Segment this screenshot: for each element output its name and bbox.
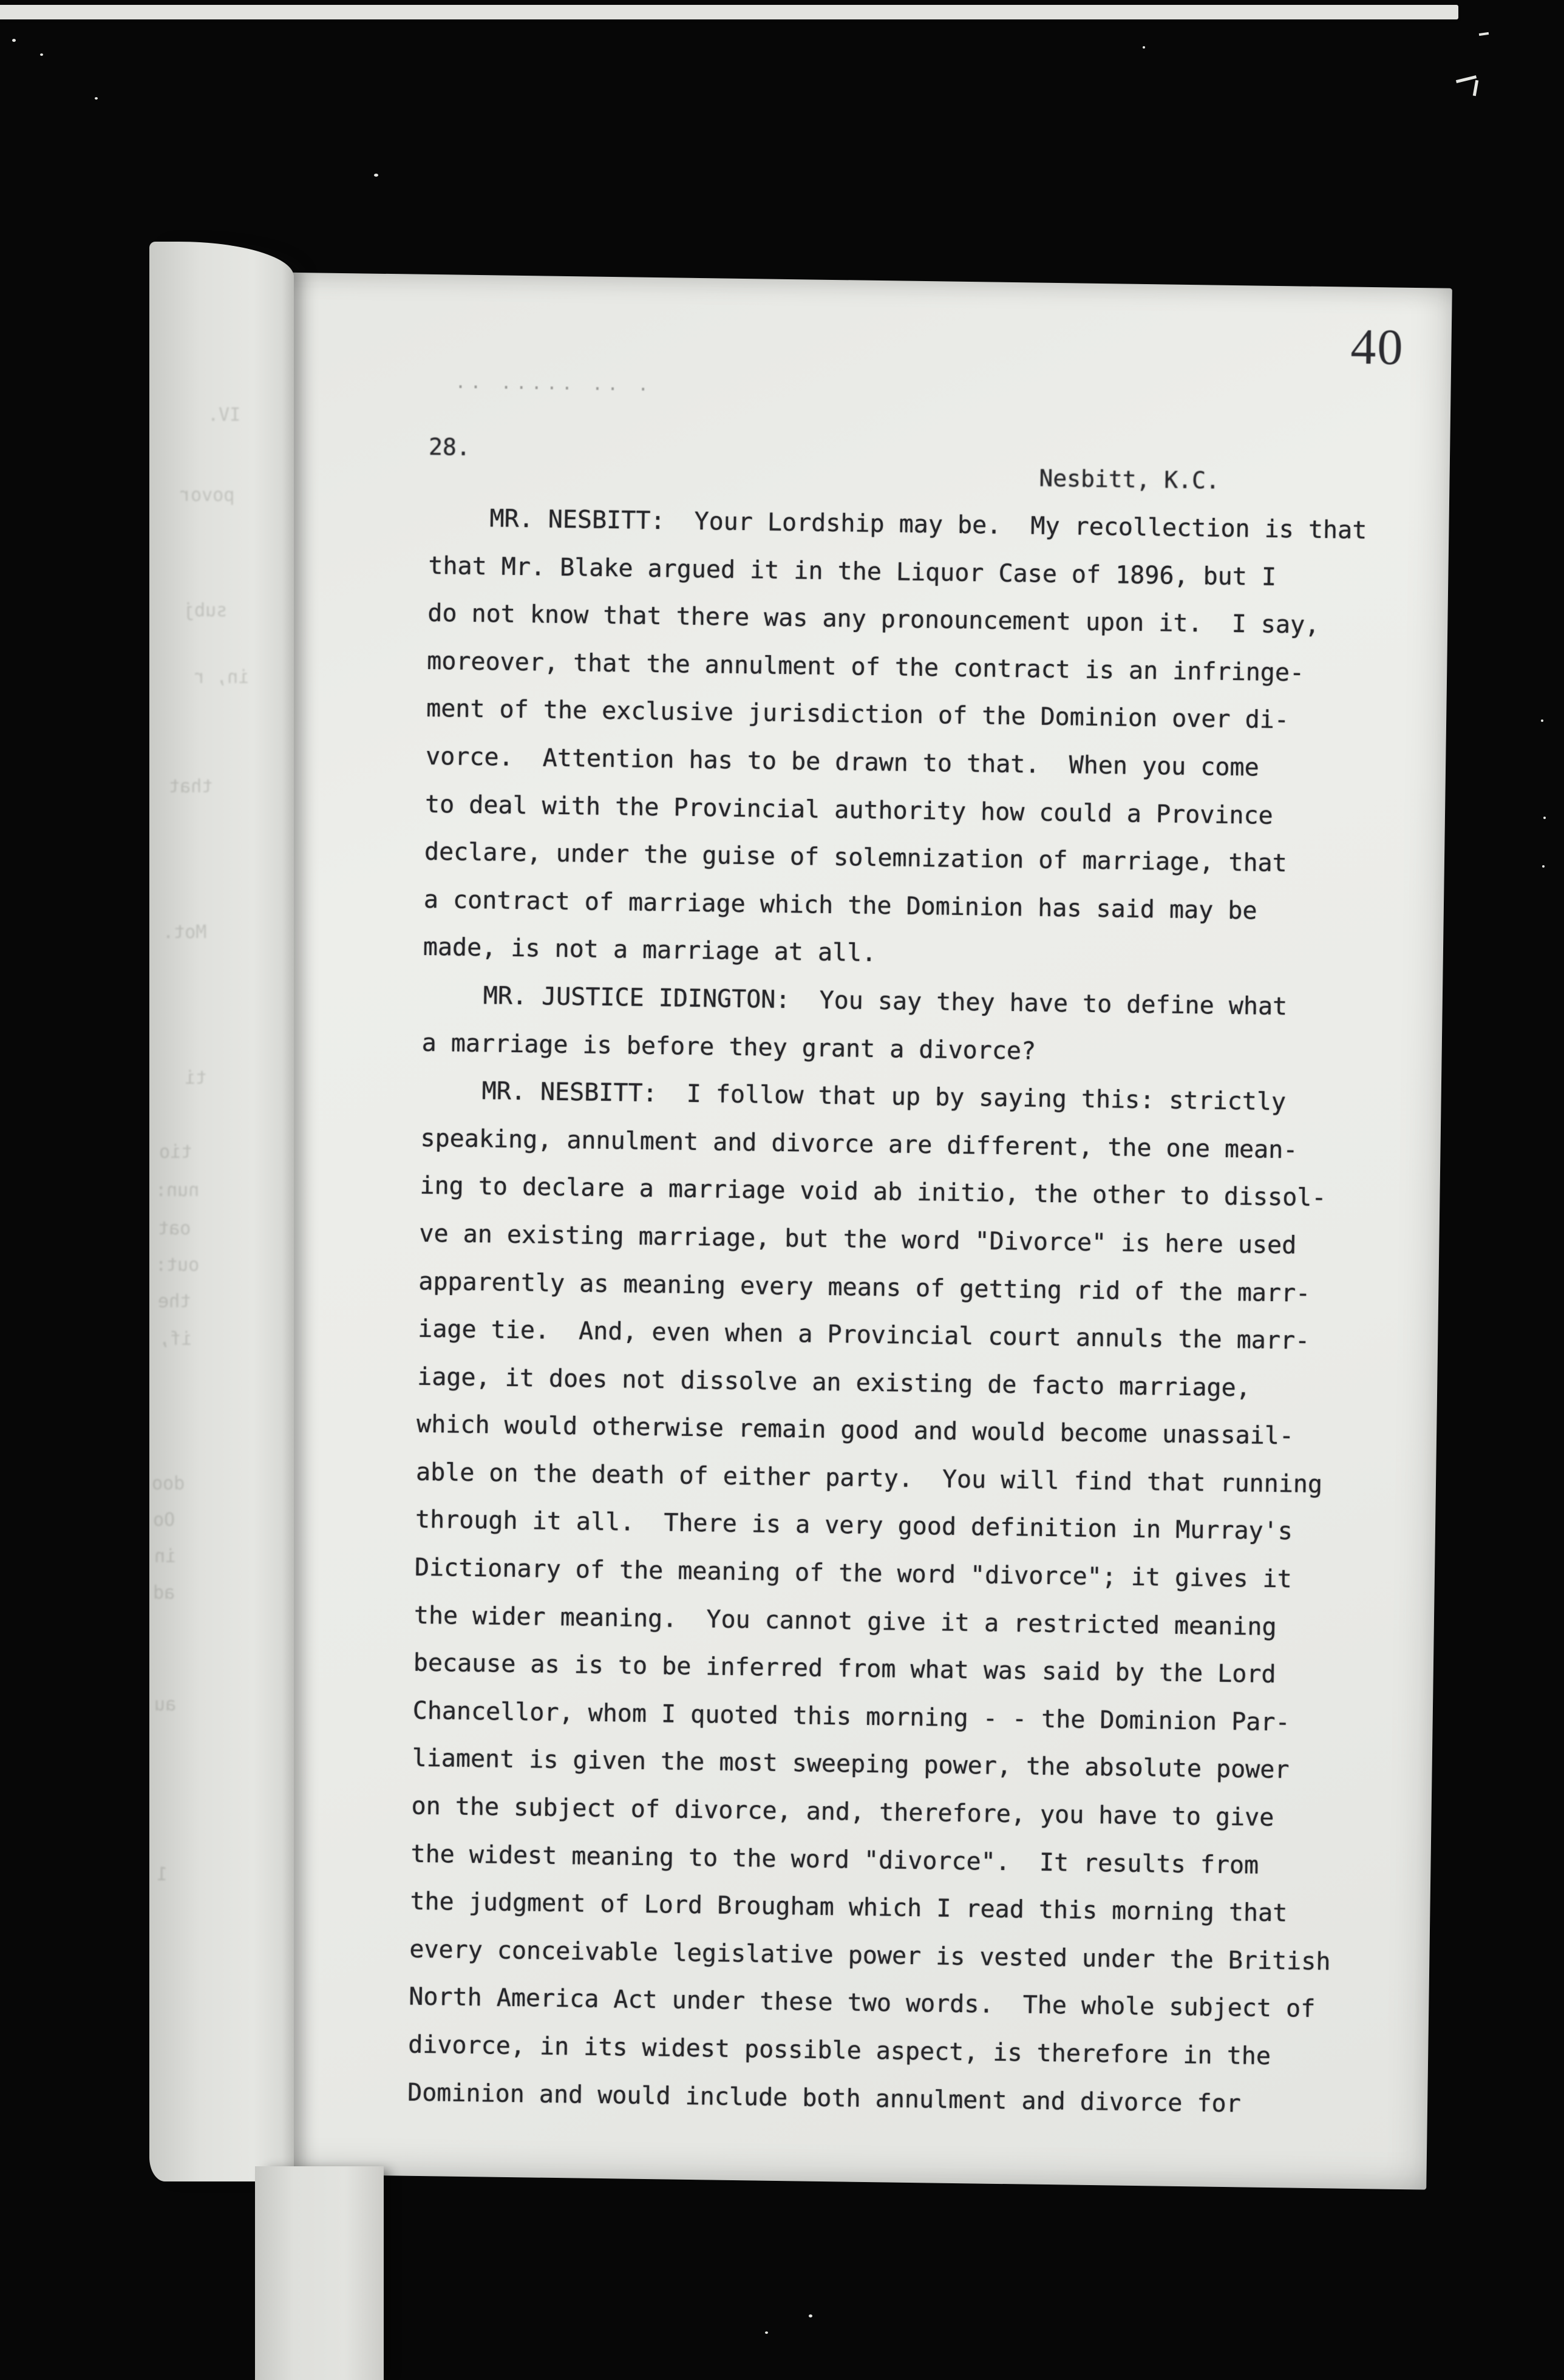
ghost-fragment: out: — [155, 1254, 200, 1276]
page-curl-edge — [149, 242, 294, 2181]
ghost-fragment: that — [169, 776, 213, 797]
body-line: Chancellor, whom I quoted this morning - - the Dominion Par- — [412, 1696, 1290, 1737]
body-line: Dictionary of the meaning of the word "divorce"; it gives it — [414, 1553, 1293, 1594]
body-line: declare, under the guise of solemnization of marriage, that — [424, 838, 1288, 878]
ghost-fragment: the — [158, 1291, 191, 1312]
body-line: do not know that there was any pronouncement upon it. I say, — [427, 599, 1320, 640]
top-sheet-edge — [0, 5, 1458, 19]
ghost-fragment: ad — [153, 1582, 175, 1603]
scratch-mark — [1479, 32, 1489, 36]
body-line: speaking, annulment and divorce are different, the one mean- — [420, 1124, 1298, 1164]
ghost-fragment: in — [154, 1546, 177, 1567]
body-line: the judgment of Lord Brougham which I read this morning that — [410, 1887, 1288, 1928]
body-line: the widest meaning to the word "divorce". It results from — [410, 1840, 1259, 1880]
ghost-fragment: Mot. — [163, 922, 207, 943]
dust-speck — [374, 174, 378, 177]
body-line: every conceivable legislative power is vested under the British — [409, 1935, 1331, 1976]
body-line: to deal with the Provincial authority how could a Province — [424, 790, 1274, 830]
ghost-fragment: 1 — [157, 1864, 168, 1885]
ghost-fragment: povor — [180, 484, 235, 506]
body-line: that Mr. Blake argued it in the Liquor Case of 1896, but I — [428, 551, 1277, 591]
body-line: MR. NESBITT: Your Lordship may be. My recollection is that — [489, 505, 1367, 545]
ghost-fragment: IV. — [208, 404, 241, 426]
body-line: because as is to be inferred from what was said by the Lord — [413, 1649, 1276, 1689]
dust-speck — [1541, 719, 1543, 722]
body-line: Dominion and would include both annulment and divorce for — [407, 2078, 1242, 2118]
ghost-fragment: Oo — [153, 1509, 175, 1531]
dust-speck — [1543, 817, 1546, 819]
body-line: divorce, in its widest possible aspect, is therefore in the — [407, 2030, 1271, 2071]
transcript-body — [407, 494, 1413, 2130]
body-line: iage, it does not dissolve an existing de facto marriage, — [416, 1362, 1251, 1402]
ghost-fragment: tio — [159, 1141, 192, 1163]
body-line: ing to declare a marriage void ab initio, the other to dissol- — [420, 1172, 1327, 1212]
bottom-sheet-edge — [255, 2166, 384, 2380]
body-line: iage tie. And, even when a Provincial court annuls the marr- — [418, 1314, 1310, 1355]
scratch-mark — [1473, 80, 1478, 96]
body-line: MR. NESBITT: I follow that up by saying this: strictly — [481, 1077, 1287, 1117]
scratch-mark — [1456, 75, 1477, 83]
body-line: ve an existing marriage, but the word "Divorce" is here used — [419, 1219, 1297, 1260]
body-line: which would otherwise remain good and would become unassail- — [416, 1410, 1294, 1450]
pencil-scribble: ·· ····· ·· · — [455, 376, 653, 401]
body-line: North America Act under these two words. The whole subject of — [409, 1983, 1316, 2024]
ghost-fragment: nun: — [155, 1180, 200, 1201]
transcript-page-ref: 28. — [428, 433, 471, 461]
body-line: ment of the exclusive jurisdiction of the Dominion over di- — [426, 695, 1290, 735]
ghost-fragment: if, — [159, 1328, 192, 1350]
ghost-fragment: doo — [152, 1473, 185, 1494]
dust-speck — [809, 2314, 812, 2317]
dust-speck — [95, 97, 98, 100]
body-line: able on the death of either party. You will find that running — [415, 1458, 1323, 1498]
ghost-fragment: ti — [185, 1067, 207, 1089]
body-line: made, is not a marriage at all. — [423, 933, 877, 968]
ghost-fragment: au — [154, 1694, 177, 1715]
speaker-header: Nesbitt, K.C. — [1039, 464, 1220, 494]
ghost-fragment: subj — [183, 600, 228, 621]
body-line: MR. JUSTICE IDINGTON: You say they have to define what — [483, 982, 1288, 1021]
dust-speck — [40, 53, 43, 56]
page-number: 40 — [1350, 318, 1405, 376]
body-line: vorce. Attention has to be drawn to that. When you come — [425, 742, 1260, 782]
dust-speck — [1143, 46, 1145, 49]
dust-speck — [12, 39, 16, 42]
body-line: a marriage is before they grant a divorce? — [421, 1028, 1036, 1066]
body-line: moreover, that the annulment of the contract is an infringe- — [426, 647, 1305, 687]
body-line: a contract of marriage which the Dominion has said may be — [423, 885, 1257, 925]
body-line: through it all. There is a very good definition in Murray's — [415, 1506, 1293, 1546]
document-page — [229, 272, 1452, 2190]
ghost-fragment: oat — [158, 1218, 191, 1239]
dust-speck — [1542, 865, 1545, 868]
dust-speck — [765, 2331, 768, 2334]
body-line: apparently as meaning every means of getting rid of the marr- — [418, 1267, 1311, 1308]
ghost-fragment: in, r — [194, 667, 250, 688]
body-line: the wider meaning. You cannot give it a restricted meaning — [413, 1601, 1277, 1641]
body-line: liament is given the most sweeping power, the absolute power — [412, 1744, 1290, 1784]
body-line: on the subject of divorce, and, therefore, you have to give — [411, 1792, 1274, 1832]
